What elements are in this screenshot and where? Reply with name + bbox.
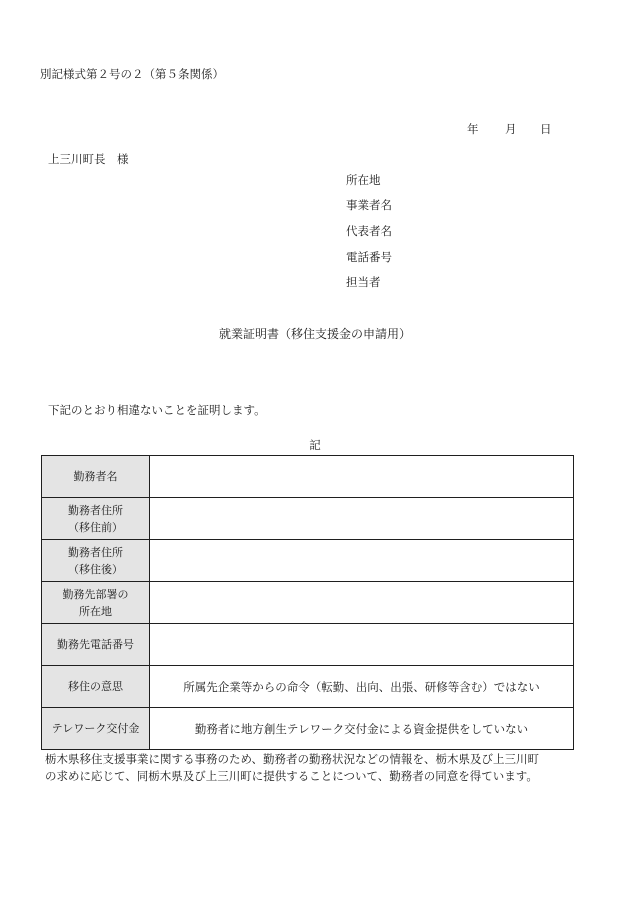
relocation-intent-statement: 所属先企業等からの命令（転勤、出向、出張、研修等含む）ではない [150,666,574,708]
row-label-address-before: 勤務者住所 （移住前） [42,498,150,540]
row-label-address-after: 勤務者住所 （移住後） [42,540,150,582]
table-row [42,666,574,708]
certification-statement: 下記のとおり相違ないことを証明します。 [48,403,266,417]
workplace-location-field[interactable] [150,582,574,624]
date-month-label: 月 [505,122,517,136]
form-number-label: 別記様式第２号の２（第５条関係） [40,67,224,81]
sender-field-phone: 電話番号 [346,250,392,264]
ki-heading: 記 [309,438,321,452]
sender-field-representative: 代表者名 [346,224,392,238]
date-year-label: 年 [467,122,479,136]
address-after-field[interactable] [150,540,574,582]
table-row [42,582,574,624]
addressee: 上三川町長 様 [48,152,129,166]
document-title: 就業証明書（移住支援金の申請用） [218,327,411,341]
telework-grant-statement: 勤務者に地方創生テレワーク交付金による資金提供をしていない [150,708,574,750]
table-row [42,456,574,498]
consent-note [45,751,590,785]
table-row [42,498,574,540]
consent-note-line: の求めに応じて、同栃木県及び上三川町に提供することについて、勤務者の同意を得ています。 [45,769,538,783]
sender-field-address: 所在地 [346,173,381,187]
table-row [42,540,574,582]
sender-field-business-name: 事業者名 [346,198,392,212]
employment-info-table [41,455,574,750]
row-label-relocation-intent: 移住の意思 [42,666,150,708]
row-label-workplace-phone: 勤務先電話番号 [42,624,150,666]
row-label-telework-grant: テレワーク交付金 [42,708,150,750]
table-row [42,708,574,750]
table-row [42,624,574,666]
employee-name-field[interactable] [150,456,574,498]
date-day-label: 日 [540,122,552,136]
row-label-workplace-location: 勤務先部署の 所在地 [42,582,150,624]
consent-note-line: 栃木県移住支援事業に関する事務のため、勤務者の勤務状況などの情報を、栃木県及び上三川町 [45,752,540,766]
address-before-field[interactable] [150,498,574,540]
sender-field-contact-person: 担当者 [346,275,381,289]
row-label-employee-name: 勤務者名 [42,456,150,498]
workplace-phone-field[interactable] [150,624,574,666]
